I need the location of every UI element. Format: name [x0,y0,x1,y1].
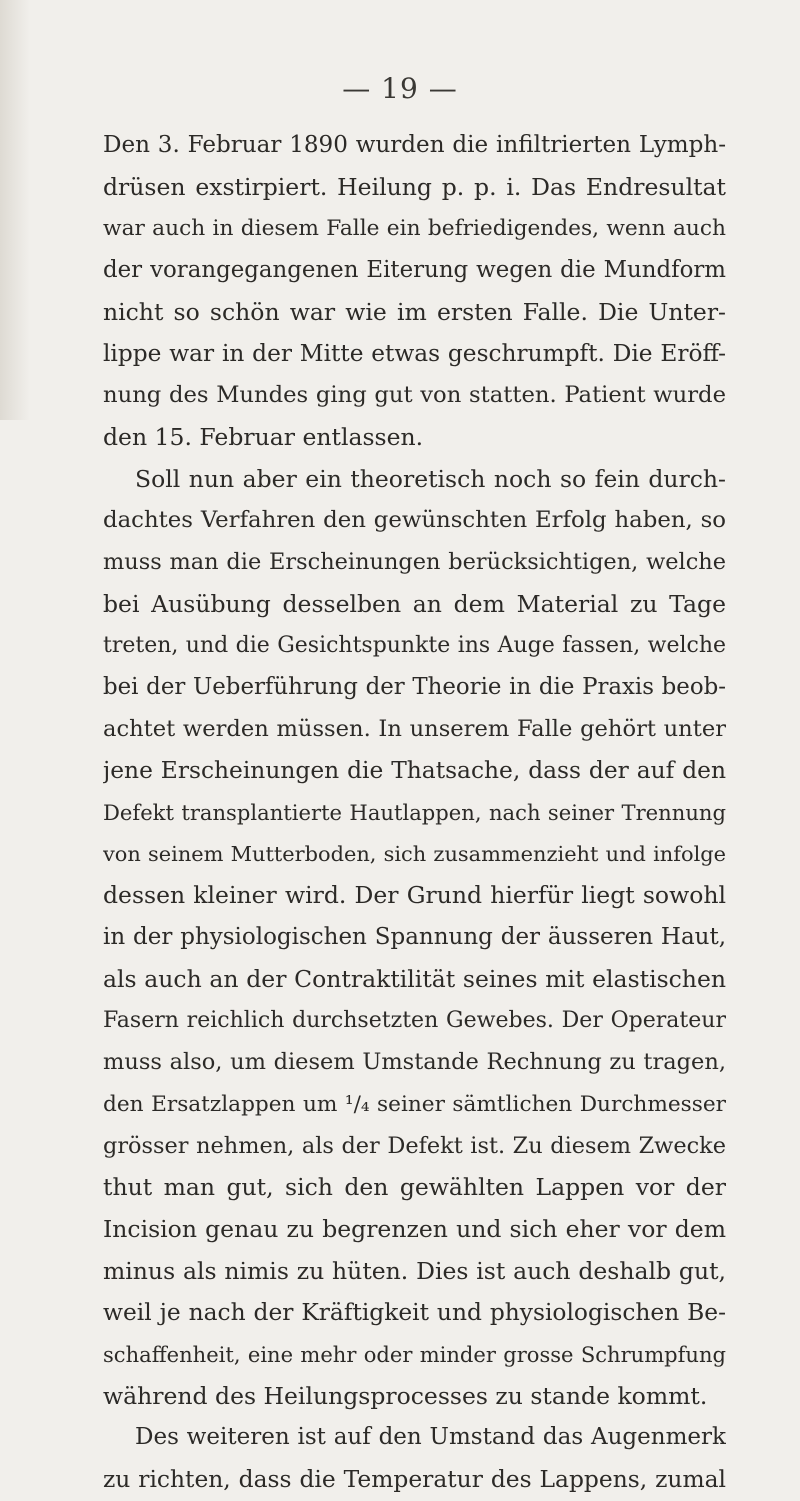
page-number: — 19 — [342,72,458,105]
text-line: nung des Mundes ging gut von statten. Patient wurde [103,382,726,409]
text-line: Den 3. Februar 1890 wurden die infiltrierten Lymph- [103,132,726,158]
paragraph-2 [103,459,726,1418]
text-line: muss man die Erscheinungen berücksichtigen, welche [103,548,726,575]
text-line: lippe war in der Mitte etwas geschrumpft. Die Eröff- [103,340,726,368]
text-line: dessen kleiner wird. Der Grund hierfür liegt sowohl [103,881,726,910]
text-line: während des Heilungsprocesses zu stande kommt. [103,1381,708,1410]
text-line: schaffenheit, eine mehr oder minder grosse Schrumpfung [103,1341,726,1367]
paragraph-1 [103,125,726,459]
page-edge-shading [0,0,30,420]
paragraph-3 [103,1417,726,1500]
text-line: war auch in diesem Falle ein befriedigendes, wenn auch [103,216,726,242]
text-line: thut man gut, sich den gewählten Lappen vor der [103,1173,726,1202]
text-line: den 15. Februar entlassen. [103,422,424,451]
text-line: der vorangegangenen Eiterung wegen die Mundform [103,257,726,284]
text-line: Incision genau zu begrenzen und sich eher vor dem [103,1214,726,1243]
text-line: Defekt transplantierte Hautlappen, nach seiner Trennung [103,800,726,825]
text-line: jene Erscheinungen die Thatsache, dass der auf den [103,756,726,785]
text-line: Des weiteren ist auf den Umstand das Augenmerk [135,1424,726,1451]
text-line: als auch an der Contraktilität seines mit elastischen [103,964,726,993]
text-line: bei der Ueberführung der Theorie in die Praxis beob- [103,673,726,700]
text-line: achtet werden müssen. In unserem Falle gehört unter [103,715,726,742]
text-line: bei Ausübung desselben an dem Material zu Tage [103,589,726,618]
text-line: weil je nach der Kräftigkeit und physiologischen Be- [103,1298,726,1327]
text-line: Fasern reichlich durchsetzten Gewebes. Der Operateur [103,1008,726,1034]
text-line: zu richten, dass die Temperatur des Lappens, zumal [103,1465,726,1493]
text-line: in der physiologischen Spannung der äusseren Haut, [103,924,726,951]
text-line: grösser nehmen, als der Defekt ist. Zu diesem Zwecke [103,1132,726,1159]
text-line: nicht so schön war wie im ersten Falle. Die Unter- [103,297,726,326]
text-line: minus als nimis zu hüten. Dies ist auch deshalb gut, [103,1256,726,1285]
text-line: Soll nun aber ein theoretisch noch so fein durch- [135,464,726,493]
text-line: von seinem Mutterboden, sich zusammenzieht und infolge [103,841,726,866]
body-text [103,125,726,1501]
text-line: dachtes Verfahren den gewünschten Erfolg haben, so [103,507,726,534]
text-line: drüsen exstirpiert. Heilung p. p. i. Das Endresultat [103,172,726,201]
text-line: muss also, um diesem Umstande Rechnung zu tragen, [103,1049,726,1076]
text-line: treten, und die Gesichtspunkte ins Auge fassen, welche [103,633,726,659]
text-line: den Ersatzlappen um ¹/₄ seiner sämtlichen Durchmesser [103,1091,726,1117]
